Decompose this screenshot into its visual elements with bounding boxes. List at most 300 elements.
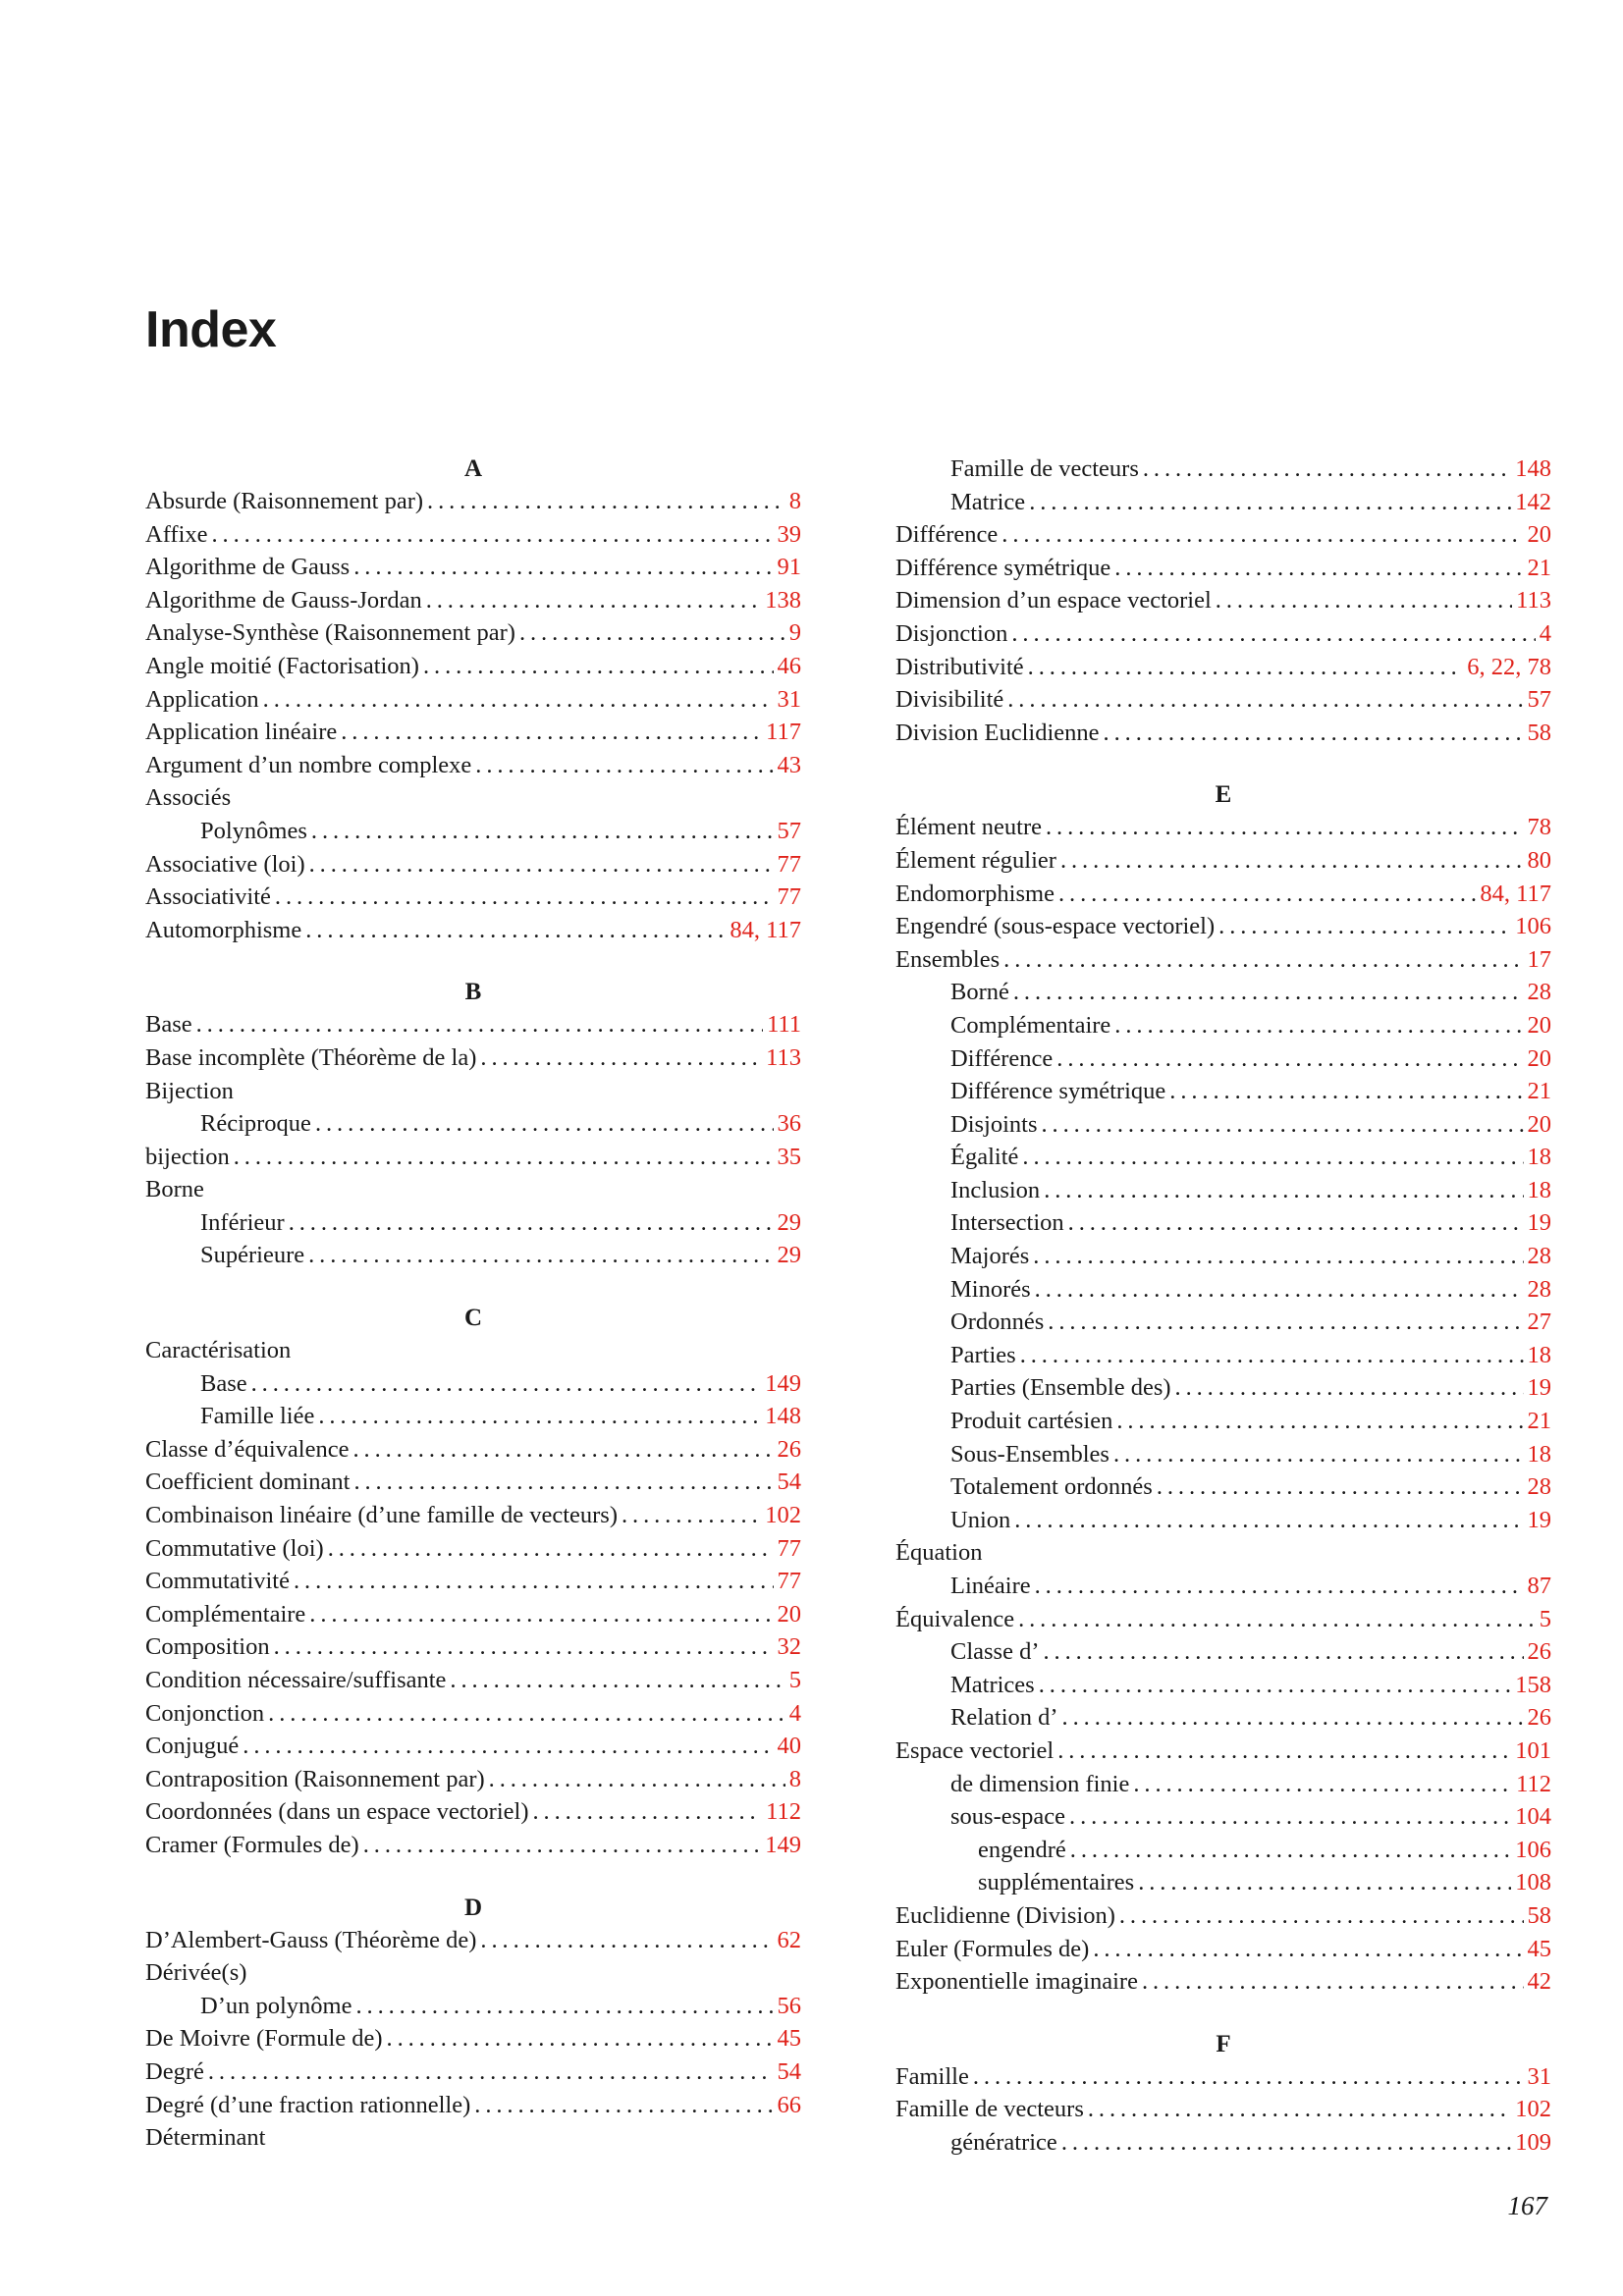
page-link[interactable]: 28 bbox=[1527, 979, 1551, 1006]
page-refs bbox=[1528, 1405, 1552, 1438]
page-refs bbox=[1528, 1075, 1552, 1108]
dot-leader bbox=[1114, 1009, 1523, 1042]
index-entry bbox=[895, 486, 1551, 519]
dot-leader bbox=[318, 1400, 761, 1433]
page-refs bbox=[789, 485, 801, 518]
index-entry bbox=[895, 1438, 1551, 1471]
index-term: Disjonction bbox=[895, 619, 1008, 647]
page-refs bbox=[778, 749, 802, 782]
page-link[interactable]: 29 bbox=[777, 1242, 801, 1269]
page-link[interactable]: 112 bbox=[766, 1798, 801, 1826]
index-term: Famille liée bbox=[200, 1403, 315, 1430]
index-term: D’un polynôme bbox=[200, 1992, 352, 2019]
page-link[interactable]: 18 bbox=[1527, 1176, 1551, 1203]
page-refs bbox=[778, 1239, 802, 1272]
page-refs bbox=[1515, 1800, 1551, 1834]
page-link[interactable]: 57 bbox=[1527, 686, 1551, 714]
index-term: Relation d’ bbox=[950, 1704, 1058, 1732]
index-entry bbox=[895, 617, 1551, 651]
index-entry bbox=[895, 518, 1551, 552]
index-term: Coordonnées (dans un espace vectoriel) bbox=[145, 1798, 529, 1826]
index-entry bbox=[145, 1924, 801, 1957]
page-link[interactable]: 43 bbox=[777, 751, 801, 778]
page-link[interactable]: 142 bbox=[1515, 488, 1551, 515]
page-title: Index bbox=[145, 301, 277, 358]
page-link[interactable]: 26 bbox=[1527, 1704, 1551, 1732]
page-link[interactable]: 102 bbox=[1515, 2096, 1551, 2123]
page-refs bbox=[778, 1990, 802, 2023]
page-link[interactable]: 5 bbox=[1539, 1605, 1551, 1632]
index-term: Matrices bbox=[950, 1671, 1035, 1698]
dot-leader bbox=[315, 1107, 774, 1141]
index-entry bbox=[895, 1965, 1551, 1999]
dot-leader bbox=[475, 749, 773, 782]
index-entry bbox=[145, 683, 801, 717]
index-entry bbox=[895, 1866, 1551, 1899]
page-link[interactable]: 158 bbox=[1515, 1671, 1551, 1698]
page-link[interactable]: 18 bbox=[1527, 1341, 1551, 1368]
dot-leader bbox=[309, 848, 774, 881]
dot-leader bbox=[1020, 1339, 1524, 1372]
page-link[interactable]: 20 bbox=[1527, 1110, 1551, 1138]
index-term: Conjonction bbox=[145, 1699, 265, 1727]
index-term: Combinaison linéaire (d’une famille de vecteurs) bbox=[145, 1502, 618, 1529]
page-link[interactable]: 21 bbox=[1527, 1408, 1551, 1435]
dot-leader bbox=[480, 1041, 762, 1075]
page-link[interactable]: 101 bbox=[1515, 1736, 1551, 1764]
page-link[interactable]: 113 bbox=[1516, 587, 1551, 614]
index-term: Dimension d’un espace vectoriel bbox=[895, 587, 1212, 614]
dot-leader bbox=[450, 1664, 784, 1697]
index-entry bbox=[895, 1603, 1551, 1636]
index-term: Complémentaire bbox=[145, 1600, 306, 1628]
dot-leader bbox=[251, 1367, 762, 1401]
dot-leader bbox=[1048, 1306, 1523, 1339]
index-entry bbox=[145, 1466, 801, 1499]
page-refs bbox=[767, 1008, 801, 1041]
page-refs bbox=[1528, 1108, 1552, 1142]
page-link[interactable]: 117 bbox=[766, 719, 801, 746]
page-link[interactable]: 28 bbox=[1527, 1243, 1551, 1270]
page-refs bbox=[789, 1763, 801, 1796]
page-link[interactable]: 40 bbox=[777, 1733, 801, 1760]
page-refs bbox=[1528, 518, 1552, 552]
page-link[interactable]: 148 bbox=[1515, 455, 1551, 482]
dot-leader bbox=[1119, 1899, 1524, 1933]
index-term: Divisibilité bbox=[895, 686, 1004, 714]
index-term: Application linéaire bbox=[145, 719, 338, 746]
page-link[interactable]: 84 bbox=[730, 916, 754, 943]
dot-leader bbox=[1157, 1470, 1524, 1504]
dot-leader bbox=[1057, 1735, 1511, 1768]
dot-leader bbox=[1058, 878, 1476, 911]
index-entry bbox=[895, 1371, 1551, 1405]
page-refs bbox=[778, 1565, 802, 1598]
index-entry bbox=[895, 1735, 1551, 1768]
index-entry bbox=[895, 1504, 1551, 1537]
page-link[interactable]: 19 bbox=[1527, 1374, 1551, 1402]
page-link[interactable]: 20 bbox=[1527, 1044, 1551, 1072]
page-link[interactable]: 56 bbox=[777, 1992, 801, 2019]
index-term: Parties bbox=[950, 1341, 1016, 1368]
page-link[interactable]: 91 bbox=[777, 554, 801, 581]
page-refs bbox=[778, 683, 802, 717]
index-entry bbox=[145, 1400, 801, 1433]
index-entry bbox=[145, 1141, 801, 1174]
index-term: Commutativité bbox=[145, 1568, 290, 1595]
index-entry bbox=[145, 2121, 801, 2155]
dot-leader bbox=[268, 1697, 785, 1731]
page-refs bbox=[766, 1795, 801, 1829]
page-link[interactable]: 117 bbox=[1516, 880, 1551, 907]
dot-leader bbox=[1042, 1108, 1524, 1142]
page-link[interactable]: 77 bbox=[777, 1534, 801, 1562]
index-term: Division Euclidienne bbox=[895, 719, 1100, 746]
index-entry bbox=[145, 1598, 801, 1631]
index-term: Dérivée(s) bbox=[145, 1959, 247, 1987]
page-refs bbox=[1528, 811, 1552, 844]
index-term: Élement régulier bbox=[895, 846, 1056, 874]
page-link[interactable]: 31 bbox=[777, 685, 801, 713]
dot-leader bbox=[1035, 1273, 1524, 1307]
index-entry bbox=[145, 1630, 801, 1664]
page-refs bbox=[778, 1532, 802, 1566]
dot-leader bbox=[1138, 1866, 1511, 1899]
page-refs bbox=[766, 1041, 801, 1075]
dot-leader bbox=[243, 1730, 773, 1763]
index-term: Matrice bbox=[950, 488, 1026, 515]
page-refs bbox=[1528, 683, 1552, 717]
page-link[interactable]: 6 bbox=[1467, 653, 1480, 680]
page-refs bbox=[1515, 910, 1551, 943]
index-entry bbox=[145, 1532, 801, 1566]
page-link[interactable]: 111 bbox=[767, 1011, 801, 1039]
index-term: De Moivre (Formule de) bbox=[145, 2025, 383, 2053]
index-term: Engendré (sous-espace vectoriel) bbox=[895, 913, 1216, 940]
index-entry bbox=[895, 552, 1551, 585]
index-entry bbox=[895, 1206, 1551, 1240]
page-refs bbox=[1515, 453, 1551, 486]
page-link[interactable]: 66 bbox=[777, 2091, 801, 2118]
index-term: sous-espace bbox=[950, 1803, 1066, 1831]
index-term: Égalité bbox=[950, 1144, 1019, 1171]
index-term: Associative (loi) bbox=[145, 850, 305, 878]
dot-leader bbox=[353, 1466, 773, 1499]
dot-leader bbox=[1035, 1570, 1524, 1603]
page-link[interactable]: 26 bbox=[1527, 1638, 1551, 1666]
page-refs bbox=[1528, 1240, 1552, 1273]
index-term: Cramer (Formules de) bbox=[145, 1831, 359, 1858]
index-entry bbox=[145, 815, 801, 848]
index-term: de dimension finie bbox=[950, 1770, 1130, 1797]
page-link[interactable]: 18 bbox=[1527, 1144, 1551, 1171]
page-link[interactable]: 149 bbox=[765, 1369, 801, 1397]
index-entry bbox=[145, 1334, 801, 1367]
index-entry bbox=[145, 1075, 801, 1108]
index-entry bbox=[895, 1273, 1551, 1307]
page-link[interactable]: 20 bbox=[1527, 521, 1551, 549]
index-term: Inférieur bbox=[200, 1208, 285, 1236]
page-link[interactable]: 4 bbox=[788, 1699, 801, 1727]
index-entry bbox=[145, 1664, 801, 1697]
page-link[interactable]: 20 bbox=[777, 1600, 801, 1628]
page-refs bbox=[1528, 1306, 1552, 1339]
page-link[interactable]: 8 bbox=[788, 488, 801, 514]
page-link[interactable]: 9 bbox=[788, 619, 801, 647]
dot-leader bbox=[352, 1433, 773, 1467]
dot-leader bbox=[387, 2022, 774, 2056]
page-link[interactable]: 113 bbox=[766, 1043, 801, 1071]
index-term: Déterminant bbox=[145, 2124, 266, 2152]
index-term: Polynômes bbox=[200, 817, 307, 844]
page-refs bbox=[1528, 943, 1552, 977]
index-term: Coefficient dominant bbox=[145, 1468, 351, 1496]
page-refs bbox=[765, 1829, 801, 1862]
index-entry bbox=[145, 1795, 801, 1829]
page-refs bbox=[778, 1630, 802, 1664]
page-link[interactable]: 22 bbox=[1490, 653, 1516, 680]
index-entry bbox=[145, 914, 801, 947]
index-entry bbox=[895, 1933, 1551, 1966]
page-link[interactable]: 20 bbox=[1527, 1011, 1551, 1039]
page-link[interactable]: 4 bbox=[1539, 619, 1551, 647]
index-entry bbox=[895, 1075, 1551, 1108]
dot-leader bbox=[289, 1206, 774, 1240]
page-refs bbox=[1515, 2126, 1551, 2160]
page-link[interactable]: 77 bbox=[777, 1568, 801, 1595]
page-refs bbox=[1528, 1701, 1552, 1735]
index-entry bbox=[895, 1009, 1551, 1042]
page-link[interactable]: 77 bbox=[777, 850, 801, 878]
index-entry bbox=[895, 1108, 1551, 1142]
page-link[interactable]: 54 bbox=[777, 1468, 801, 1496]
page-refs bbox=[1528, 1965, 1552, 1999]
page-refs bbox=[1515, 1834, 1551, 1867]
page-link[interactable]: 109 bbox=[1515, 2128, 1551, 2156]
page-refs bbox=[1540, 1603, 1551, 1636]
page-link[interactable]: 21 bbox=[1527, 1078, 1551, 1105]
section-spacer bbox=[145, 946, 801, 976]
section-spacer bbox=[145, 1272, 801, 1302]
page-link[interactable]: 19 bbox=[1527, 1506, 1551, 1533]
index-term: Famille de vecteurs bbox=[950, 455, 1139, 482]
index-term: Associés bbox=[145, 784, 232, 812]
index-entry bbox=[145, 650, 801, 683]
page-link[interactable]: 108 bbox=[1515, 1869, 1551, 1896]
page-link[interactable]: 45 bbox=[777, 2025, 801, 2053]
index-entry bbox=[895, 1536, 1551, 1570]
dot-leader bbox=[474, 2089, 773, 2122]
page-link[interactable]: 45 bbox=[1527, 1935, 1551, 1962]
page-link[interactable]: 78 bbox=[1527, 814, 1551, 841]
page-refs bbox=[1515, 486, 1551, 519]
dot-leader bbox=[973, 2060, 1524, 2094]
page-link[interactable]: 46 bbox=[777, 652, 801, 679]
page-link[interactable]: 28 bbox=[1527, 1473, 1551, 1501]
section-letter-e: E bbox=[1215, 781, 1232, 809]
index-entry bbox=[145, 749, 801, 782]
dot-leader bbox=[533, 1795, 763, 1829]
index-entry bbox=[895, 1306, 1551, 1339]
index-term: Réciproque bbox=[200, 1110, 311, 1138]
index-entry bbox=[895, 453, 1551, 486]
page-refs bbox=[1515, 1866, 1551, 1899]
index-term: Espace vectoriel bbox=[895, 1736, 1055, 1764]
page-link[interactable]: 28 bbox=[1527, 1275, 1551, 1303]
page-link[interactable]: 36 bbox=[777, 1110, 801, 1138]
section-letter-c: C bbox=[463, 1305, 483, 1332]
section-spacer bbox=[895, 749, 1551, 778]
page-refs bbox=[778, 1466, 802, 1499]
page-refs bbox=[765, 1499, 801, 1532]
index-term: Produit cartésien bbox=[950, 1408, 1113, 1435]
index-term: Linéaire bbox=[950, 1573, 1031, 1599]
page-link[interactable]: 78 bbox=[1527, 653, 1551, 680]
dot-leader bbox=[426, 584, 762, 617]
page-link[interactable]: 19 bbox=[1527, 1209, 1551, 1237]
page-refs bbox=[778, 1730, 802, 1763]
dot-leader bbox=[1070, 1834, 1511, 1867]
page-link[interactable]: 87 bbox=[1527, 1573, 1551, 1599]
index-entry bbox=[145, 1829, 801, 1862]
page-link[interactable]: 62 bbox=[777, 1926, 801, 1953]
page-refs bbox=[1516, 1768, 1551, 1801]
index-term: Bijection bbox=[145, 1077, 234, 1104]
index-entry bbox=[145, 1697, 801, 1731]
index-entry bbox=[895, 1174, 1551, 1207]
index-entry bbox=[895, 1042, 1551, 1076]
index-entry bbox=[145, 1173, 801, 1206]
index-term: Algorithme de Gauss-Jordan bbox=[145, 586, 422, 614]
index-term: Union bbox=[950, 1506, 1011, 1533]
dot-leader bbox=[274, 1630, 774, 1664]
index-entry bbox=[145, 1206, 801, 1240]
page-link[interactable]: 31 bbox=[1527, 2062, 1551, 2090]
page-refs bbox=[778, 2022, 802, 2056]
index-entry bbox=[145, 1107, 801, 1141]
page-link[interactable]: 77 bbox=[777, 883, 801, 911]
index-entry bbox=[145, 1730, 801, 1763]
page-link[interactable]: 138 bbox=[765, 586, 801, 614]
dot-leader bbox=[275, 881, 774, 914]
dot-leader bbox=[622, 1499, 761, 1532]
index-term: Absurde (Raisonnement par) bbox=[145, 488, 424, 514]
index-term: Équation bbox=[895, 1539, 983, 1567]
page-link[interactable]: 32 bbox=[777, 1633, 801, 1661]
index-entry bbox=[895, 844, 1551, 878]
page-refs bbox=[1515, 2093, 1551, 2126]
index-entry bbox=[145, 1239, 801, 1272]
dot-leader bbox=[1014, 1504, 1523, 1537]
page-link[interactable]: 58 bbox=[1527, 719, 1551, 746]
page-link[interactable]: 8 bbox=[788, 1765, 801, 1792]
index-term: Base incomplète (Théorème de la) bbox=[145, 1043, 477, 1071]
index-term: Composition bbox=[145, 1633, 270, 1661]
index-term: Élément neutre bbox=[895, 814, 1042, 841]
index-term: Euler (Formules de) bbox=[895, 1935, 1090, 1962]
page-refs bbox=[765, 1400, 801, 1433]
index-entry bbox=[145, 1763, 801, 1796]
index-term: Différence bbox=[950, 1044, 1054, 1072]
page-refs: 84, 117 bbox=[1480, 880, 1551, 907]
page-link[interactable]: 29 bbox=[777, 1208, 801, 1236]
page-link[interactable]: 104 bbox=[1515, 1803, 1551, 1831]
index-term: Totalement ordonnés bbox=[950, 1473, 1153, 1501]
dot-leader bbox=[355, 1990, 773, 2023]
page-link[interactable]: 149 bbox=[765, 1831, 801, 1858]
page-link[interactable]: 5 bbox=[788, 1667, 801, 1693]
dot-leader bbox=[480, 1924, 773, 1957]
page-link[interactable]: 18 bbox=[1527, 1440, 1551, 1468]
index-term: Disjoints bbox=[950, 1110, 1038, 1138]
page-link[interactable]: 102 bbox=[765, 1502, 801, 1529]
dot-leader bbox=[1116, 1405, 1523, 1438]
dot-leader bbox=[1142, 1965, 1524, 1999]
page-refs bbox=[765, 584, 801, 617]
dot-leader bbox=[1044, 1635, 1524, 1669]
page-link[interactable]: 106 bbox=[1515, 913, 1551, 940]
index-term: Base bbox=[145, 1011, 192, 1039]
page-refs bbox=[1528, 1899, 1552, 1933]
index-term: Ordonnés bbox=[950, 1308, 1045, 1336]
index-entry bbox=[895, 2126, 1551, 2160]
dot-leader bbox=[353, 551, 773, 584]
dot-leader bbox=[1011, 617, 1535, 651]
page-link[interactable]: 21 bbox=[1527, 554, 1551, 581]
index-term: Distributivité bbox=[895, 653, 1024, 680]
page-link[interactable]: 35 bbox=[777, 1143, 801, 1170]
page-refs bbox=[789, 1664, 801, 1697]
index-entry bbox=[895, 1768, 1551, 1801]
page-refs bbox=[1528, 1470, 1552, 1504]
dot-leader bbox=[1061, 2126, 1511, 2160]
dot-leader bbox=[1056, 1042, 1523, 1076]
page-link[interactable]: 106 bbox=[1515, 1836, 1551, 1863]
dot-leader bbox=[1046, 811, 1524, 844]
page-link[interactable]: 27 bbox=[1527, 1308, 1551, 1336]
page-link[interactable]: 148 bbox=[765, 1403, 801, 1430]
dot-leader bbox=[1007, 683, 1523, 717]
index-entry bbox=[145, 848, 801, 881]
page-link[interactable]: 42 bbox=[1527, 1968, 1551, 1996]
page-link[interactable]: 58 bbox=[1527, 1901, 1551, 1929]
dot-leader bbox=[208, 2056, 774, 2089]
index-term: Supérieure bbox=[200, 1242, 305, 1269]
page-link[interactable]: 84 bbox=[1480, 880, 1504, 907]
page-link[interactable]: 17 bbox=[1527, 945, 1551, 973]
index-term: Contraposition (Raisonnement par) bbox=[145, 1765, 485, 1792]
page-link[interactable]: 54 bbox=[777, 2057, 801, 2085]
page-refs bbox=[1540, 617, 1551, 651]
page-refs bbox=[789, 1697, 801, 1731]
dot-leader bbox=[1169, 1075, 1523, 1108]
page-link[interactable]: 26 bbox=[777, 1435, 801, 1463]
page-link[interactable]: 117 bbox=[766, 916, 801, 943]
index-term: Différence bbox=[895, 521, 999, 549]
page-link[interactable]: 39 bbox=[777, 520, 801, 548]
dot-leader bbox=[519, 616, 785, 650]
index-entry bbox=[145, 2089, 801, 2122]
index-term: Famille de vecteurs bbox=[895, 2096, 1084, 2123]
page-refs bbox=[1516, 584, 1551, 617]
page-link[interactable]: 57 bbox=[777, 817, 801, 844]
dot-leader bbox=[1044, 1174, 1523, 1207]
index-term: Affixe bbox=[145, 520, 208, 548]
index-term: engendré bbox=[978, 1836, 1066, 1863]
page-link[interactable]: 112 bbox=[1516, 1770, 1551, 1797]
index-entry bbox=[895, 584, 1551, 617]
page-link[interactable]: 80 bbox=[1527, 846, 1551, 874]
